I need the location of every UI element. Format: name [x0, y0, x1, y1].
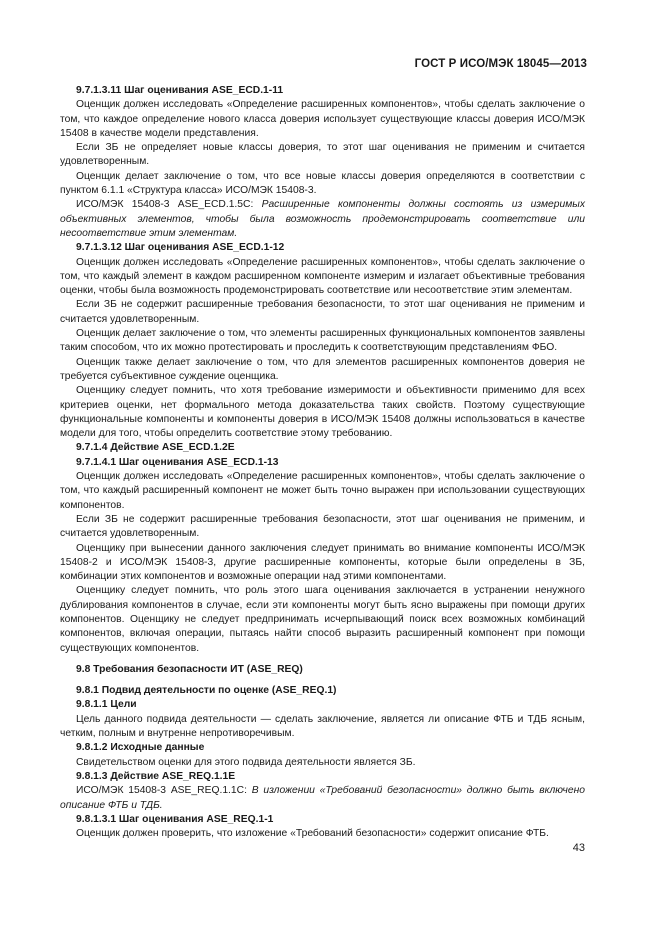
- subsection-heading: 9.8.1.2 Исходные данные: [76, 742, 205, 754]
- paragraph: Оценщику следует помнить, что хотя требование измеримости и объективности применимо для всех критериев оценки, нет формального метода доказательства таких свойств. Поэтому существующие функциональные компоненты и компоненты доверия в ИСО/МЭК 15408 должны использоваться в качестве модели для того, чтобы определить соответствие этому требованию.: [60, 385, 585, 440]
- paragraph: Если ЗБ не определяет новые классы доверия, то этот шаг оценивания не применим и считается удовлетворенным.: [60, 142, 585, 168]
- subsection-heading: 9.8.1.3 Действие ASE_REQ.1.1E: [76, 770, 236, 782]
- paragraph: Оценщик делает заключение о том, что элементы расширенных функциональных компонентов заявлены таким способом, что их можно протестировать и проследить к соответствующим представлениям ФБО.: [60, 328, 585, 354]
- section-heading: 9.8 Требования безопасности ИТ (ASE_REQ): [76, 663, 303, 675]
- subsection-heading: 9.8.1 Подвид деятельности по оценке (ASE_REQ.1): [76, 685, 337, 697]
- paragraph: Оценщик должен исследовать «Определение расширенных компонентов», чтобы сделать заключение о том, что каждый расширенный компонент не может быть точно выражен при использовании существующих компонентов.: [60, 471, 585, 511]
- paragraph-citation: [60, 198, 585, 241]
- citation-text: В изложении «Требований безопасности» должно быть включено описание ФТБ и ТДБ.: [60, 785, 585, 811]
- paragraph-citation: [60, 784, 585, 813]
- paragraph: Если ЗБ не содержит расширенные требования безопасности, то этот шаг оценивания не применим и считается удовлетворенным.: [60, 299, 585, 325]
- subsection-heading: 9.8.1.3.1 Шаг оценивания ASE_REQ.1-1: [76, 813, 274, 825]
- paragraph: Оценщик должен проверить, что изложение «Требований безопасности» содержит описание ФТБ.: [76, 828, 549, 840]
- subsection-heading: 9.7.1.4 Действие ASE_ECD.1.2E: [76, 442, 235, 454]
- paragraph: Оценщику следует помнить, что роль этого шага оценивания заключается в устранении ненужного дублирования компонентов в случае, если эти компоненты могут быть ясно выражены при помощи других компонентов. Оценщику не следует предпринимать исчерпывающий поиск всех возможных комбинаций компонентов, включая операции, пытаясь найти способ выразить расширенный компонент при помощи существующих компонентов.: [60, 585, 585, 654]
- paragraph: Оценщик должен исследовать «Определение расширенных компонентов», чтобы сделать заключение о том, что каждое определение нового класса доверия использует существующие классы доверия ИСО/МЭК 15408 в качестве модели представления.: [60, 99, 585, 139]
- subsection-heading: 9.8.1.1 Цели: [76, 699, 137, 711]
- subsection-heading: 9.7.1.4.1 Шаг оценивания ASE_ECD.1-13: [76, 456, 279, 468]
- document-header: ГОСТ Р ИСО/МЭК 18045—2013: [414, 58, 587, 70]
- citation-ref: ИСО/МЭК 15408-3 ASE_REQ.1.1C:: [76, 785, 252, 797]
- subsection-heading: 9.7.1.3.12 Шаг оценивания ASE_ECD.1-12: [76, 242, 285, 254]
- paragraph: Оценщик также делает заключение о том, что для элементов расширенных компонентов доверия не требуется субъективное суждение оценщика.: [60, 356, 585, 382]
- paragraph: Оценщик делает заключение о том, что все новые классы доверия определяются в соответствии с пунктом 6.1.1 «Структура класса» ИСО/МЭК 15408-3.: [60, 170, 585, 197]
- subsection-heading: 9.7.1.3.11 Шаг оценивания ASE_ECD.1-11: [76, 85, 284, 96]
- page-number: 43: [572, 842, 585, 854]
- paragraph: Свидетельством оценки для этого подвида деятельности является ЗБ.: [76, 756, 416, 768]
- paragraph: Если ЗБ не содержит расширенные требования безопасности, этот шаг оценивания не применим, и считается удовлетворенным.: [60, 513, 585, 540]
- citation-text: Расширенные компоненты должны состоять из измеримых объективных элементов, чтобы была возможность продемонстрировать соответствие или несоответствие этим элементам.: [60, 199, 585, 239]
- page-content: [60, 84, 585, 841]
- citation-ref: ИСО/МЭК 15408-3 ASE_ECD.1.5C:: [76, 199, 262, 211]
- paragraph: Оценщик должен исследовать «Определение расширенных компонентов», чтобы сделать заключение о том, что каждый элемент в каждом расширенном компоненте измерим и излагает объективные требования оценки, чтобы была возможность продемонстрировать соответствие или несоответствие этим элементам.: [60, 256, 585, 297]
- paragraph: Оценщику при вынесении данного заключения следует принимать во внимание компоненты ИСО/МЭК 15408-2 и ИСО/МЭК 15408-3, другие расширенные компоненты, которые были определены в ЗБ, комбинации этих компонентов и возможные операции над этими компонентами.: [60, 542, 585, 583]
- paragraph: Цель данного подвида деятельности — сделать заключение, является ли описание ФТБ и ТДБ ясным, четким, полным и внутренне непротиворечивым.: [60, 713, 585, 740]
